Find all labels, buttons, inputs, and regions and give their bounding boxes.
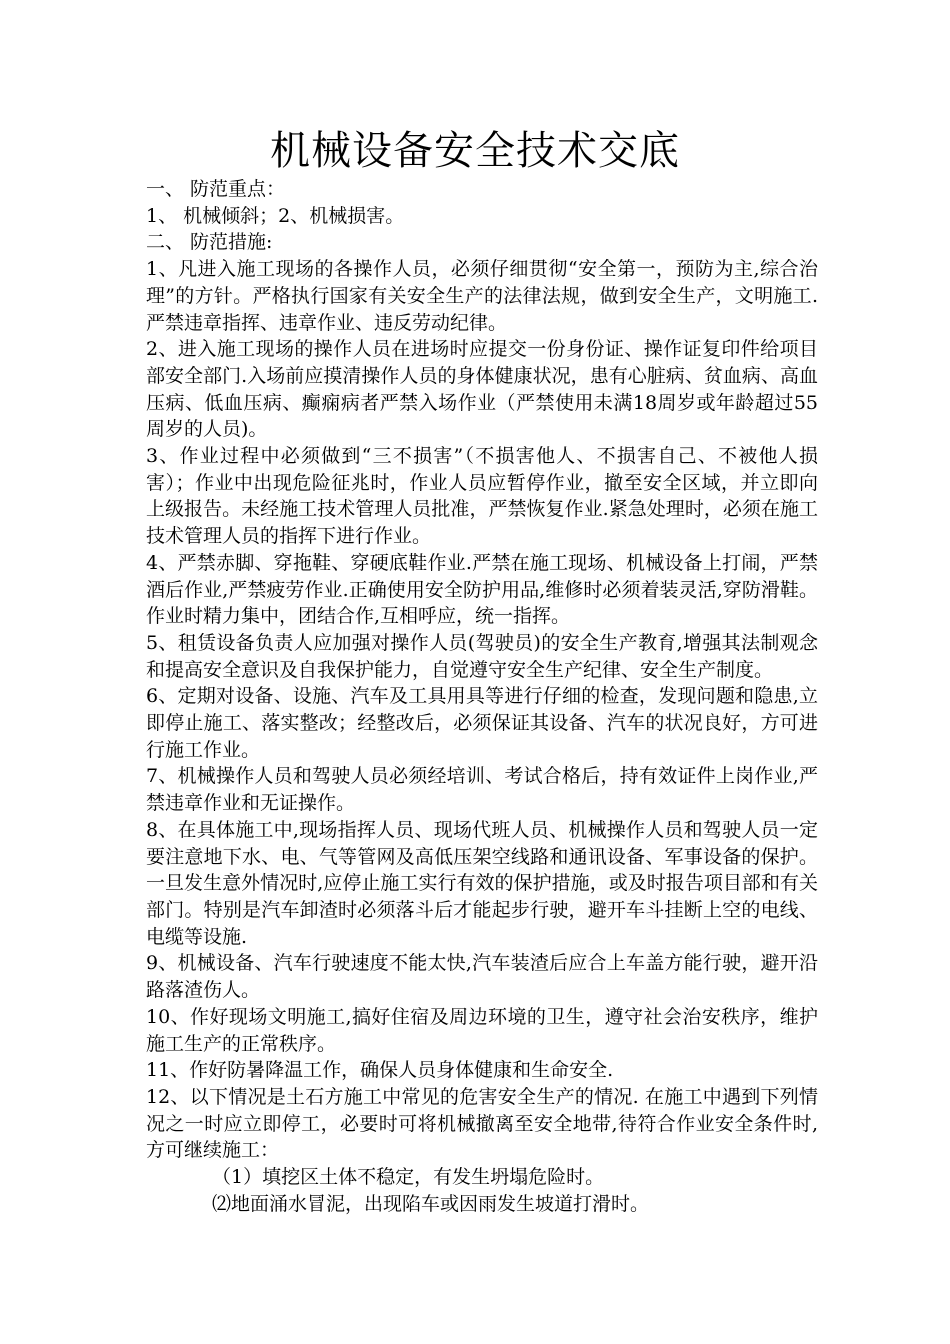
section1-items: 1、 机械倾斜；2、机械损害。 bbox=[146, 204, 405, 227]
measure-item-9: 9、机械设备、汽车行驶速度不能太快,汽车装渣后应合上车盖方能行驶，避开沿路落渣伤人。 bbox=[146, 952, 818, 1002]
condition-item-2: ⑵地面涌水冒泥，出现陷车或因雨发生坡道打滑时。 bbox=[212, 1192, 650, 1215]
measure-item-3: 3、作业过程中必须做到“三不损害”（不损害他人、不损害自己、不被他人损害）；作业中出现危险征兆时，作业人员应暂停作业，撤至安全区域，并立即向上级报告。未经施工技术管理人员批准，严禁恢复作业.紧急处理时，必须在施工技术管理人员的指挥下进行作业。 bbox=[146, 445, 818, 548]
measure-item-5: 5、租赁设备负责人应加强对操作人员(驾驶员)的安全生产教育,增强其法制观念和提高安全意识及自我保护能力，自觉遵守安全生产纪律、安全生产制度。 bbox=[146, 631, 818, 681]
section2-heading: 二、 防范措施: bbox=[146, 231, 273, 254]
measure-item-10: 10、作好现场文明施工,搞好住宿及周边环境的卫生，遵守社会治安秩序，维护施工生产的正常秩序。 bbox=[146, 1005, 818, 1055]
measure-item-6: 6、定期对设备、设施、汽车及工具用具等进行仔细的检查，发现问题和隐患,立即停止施工、落实整改；经整改后，必须保证其设备、汽车的状况良好，方可进行施工作业。 bbox=[146, 685, 818, 761]
measure-item-12: 12、以下情况是土石方施工中常见的危害安全生产的情况. 在施工中遇到下列情况之一时应立即停工，必要时可将机械撤离至安全地带,待符合作业安全条件时, 方可继续施工： bbox=[146, 1085, 818, 1162]
document-title: 机械设备安全技术交底 bbox=[270, 128, 680, 174]
section1-heading: 一、 防范重点： bbox=[146, 178, 286, 200]
document-body bbox=[146, 176, 818, 1217]
measure-item-1: 1、凡进入施工现场的各操作人员，必须仔细贯彻“安全第一，预防为主,综合治理”的方针。严格执行国家有关安全生产的法律法规，做到安全生产，文明施工.严禁违章指挥、违章作业、违反劳动纪律。 bbox=[146, 258, 818, 334]
condition-item-1: （1）填挖区土体不稳定，有发生坍塌危险时。 bbox=[212, 1166, 605, 1189]
measure-item-4: 4、严禁赤脚、穿拖鞋、穿硬底鞋作业.严禁在施工现场、机械设备上打闹，严禁酒后作业,严禁疲劳作业.正确使用安全防护用品,维修时必须着装灵活,穿防滑鞋。作业时精力集中，团结合作,互相呼应，统一指挥。 bbox=[146, 551, 818, 628]
measure-item-7: 7、机械操作人员和驾驶人员必须经培训、考试合格后，持有效证件上岗作业,严禁违章作业和无证操作。 bbox=[146, 765, 818, 815]
measure-item-11: 11、作好防暑降温工作，确保人员身体健康和生命安全. bbox=[146, 1059, 614, 1082]
measure-item-2: 2、进入施工现场的操作人员在进场时应提交一份身份证、操作证复印件给项目部安全部门.入场前应摸清操作人员的身体健康状况，患有心脏病、贫血病、高血压病、低血压病、癫痫病者严禁入场作业（严禁使用未满18周岁或年龄超过55周岁的人员)。 bbox=[146, 338, 818, 441]
measure-item-8: 8、在具体施工中,现场指挥人员、现场代班人员、机械操作人员和驾驶人员一定要注意地下水、电、气等管网及高低压架空线路和通讯设备、军事设备的保护。一旦发生意外情况时,应停止施工实行有效的保护措施，或及时报告项目部和有关部门。特别是汽车卸渣时必须落斗后才能起步行驶，避开车斗挂断上空的电线、电缆等设施. bbox=[146, 818, 818, 948]
